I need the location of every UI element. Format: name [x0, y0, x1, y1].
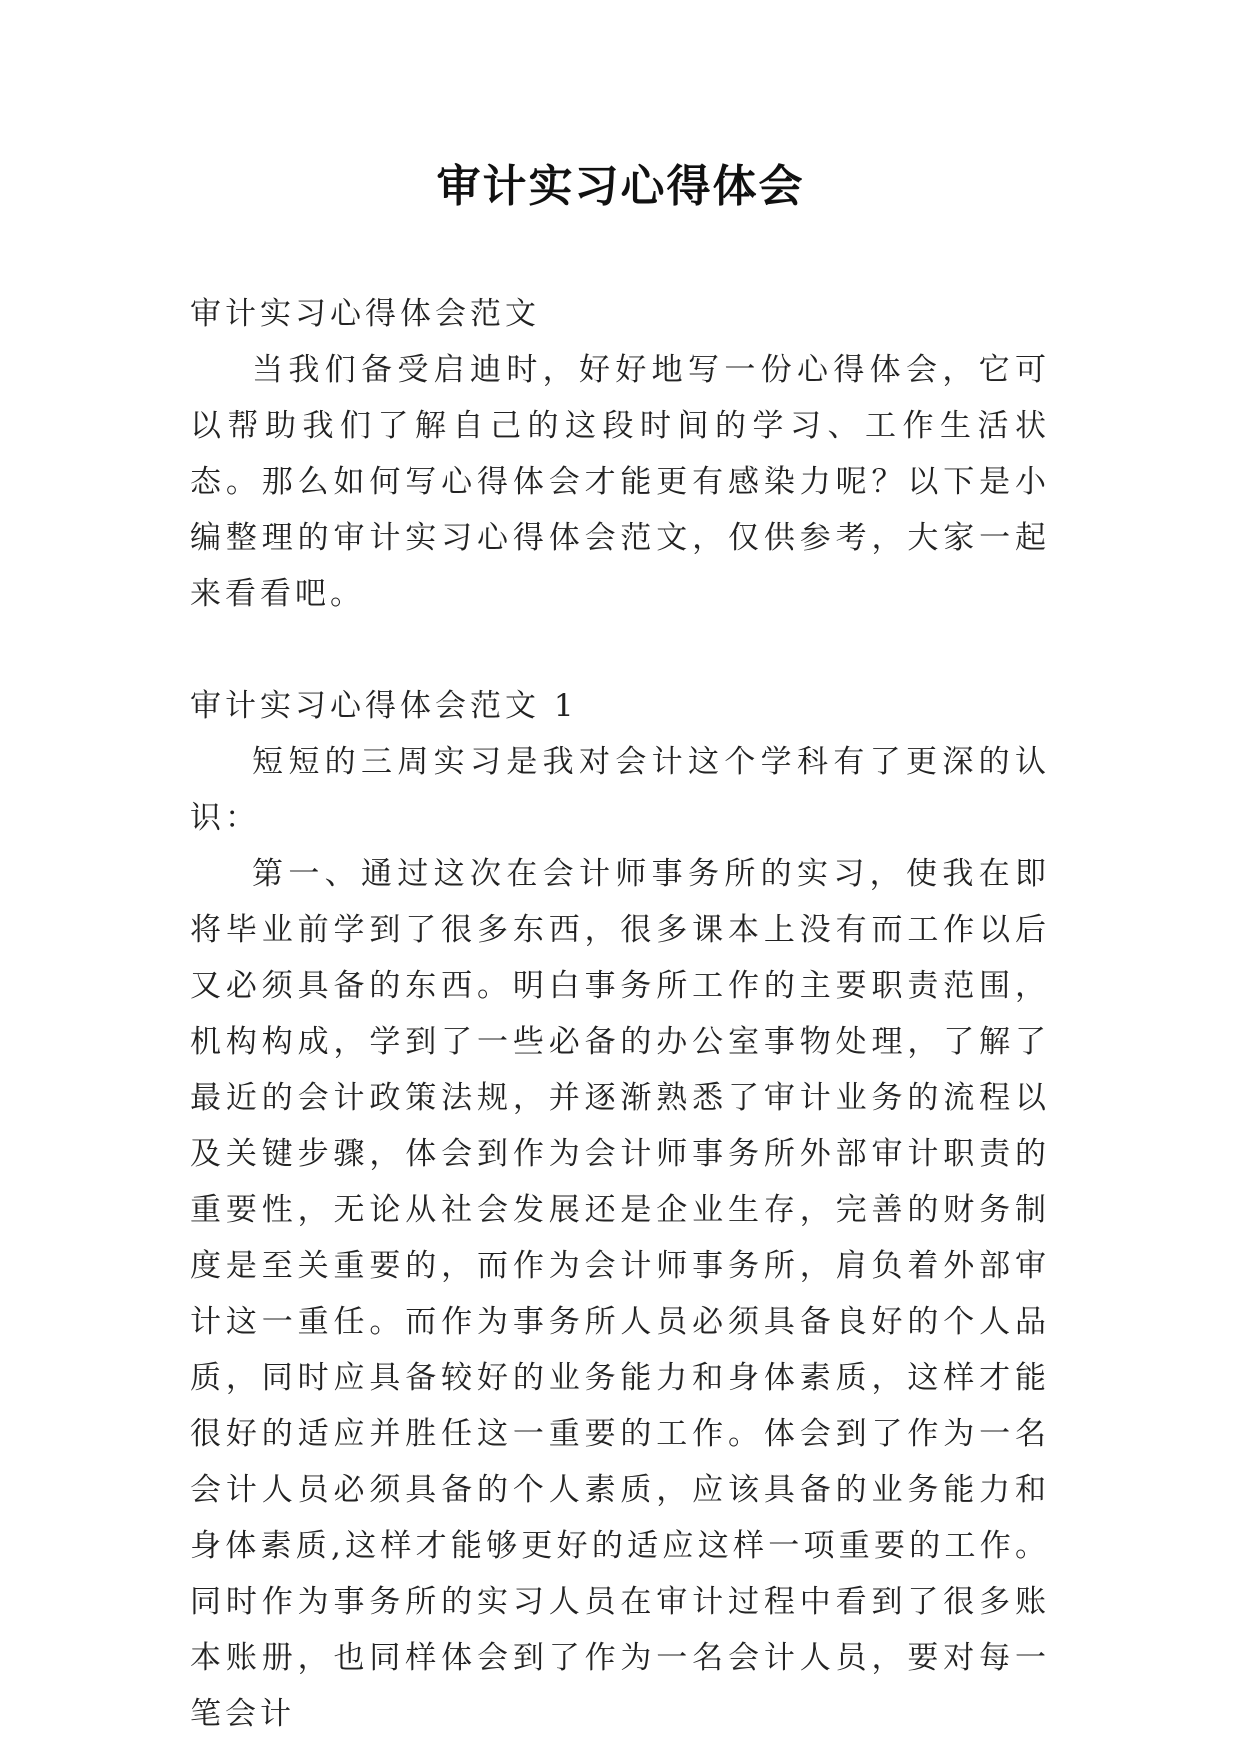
section-heading-sample-1: 审计实习心得体会范文 1 — [190, 688, 578, 724]
section-heading-intro: 审计实习心得体会范文 — [190, 296, 540, 332]
intro-paragraph: 当我们备受启迪时，好好地写一份心得体会，它可以帮助我们了解自己的这段时间的学习、工作生活状态。那么如何写心得体会才能更有感染力呢？以下是小编整理的审计实习心得体会范文，仅供参考，大家一起来看看吧。 — [190, 352, 1050, 612]
sample-1-paragraph-1: 短短的三周实习是我对会计这个学科有了更深的认识： — [190, 744, 1050, 836]
document-body — [190, 286, 1050, 1742]
page-title: 审计实习心得体会 — [436, 161, 805, 212]
paragraph-spacer — [190, 622, 1050, 678]
sample-1-paragraph-2: 第一、通过这次在会计师事务所的实习，使我在即将毕业前学到了很多东西，很多课本上没有而工作以后又必须具备的东西。明白事务所工作的主要职责范围，机构构成，学到了一些必备的办公室事物处理，了解了最近的会计政策法规，并逐渐熟悉了审计业务的流程以及关键步骤，体会到作为会计师事务所外部审计职责的重要性，无论从社会发展还是企业生存，完善的财务制度是至关重要的，而作为会计师事务所，肩负着外部审计这一重任。而作为事务所人员必须具备良好的个人品质，同时应具备较好的业务能力和身体素质，这样才能很好的适应并胜任这一重要的工作。体会到了作为一名会计人员必须具备的个人素质，应该具备的业务能力和身体素质,这样才能够更好的适应这样一项重要的工作。同时作为事务所的实习人员在审计过程中看到了很多账本账册，也同样体会到了作为一名会计人员，要对每一笔会计 — [190, 856, 1050, 1732]
